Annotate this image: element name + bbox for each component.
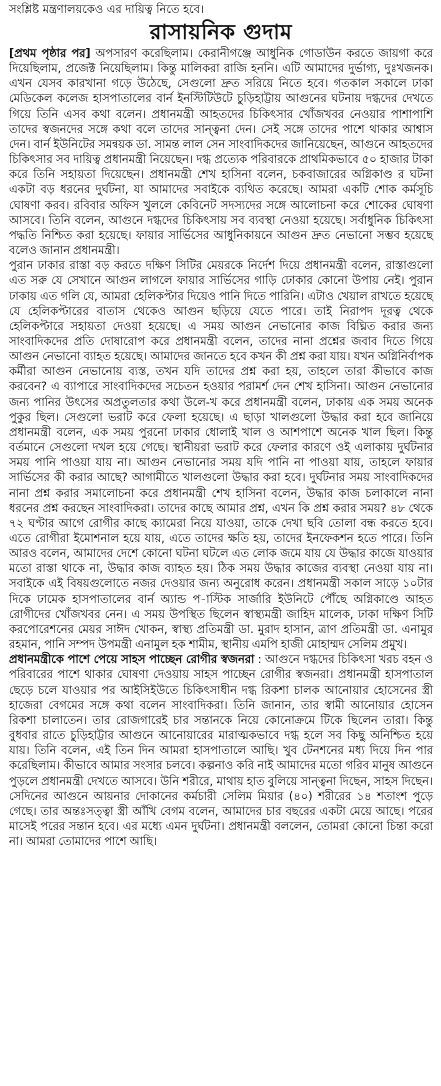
page-continuation-marker: [প্রথম পৃষ্ঠার পর] (9, 46, 91, 60)
article-headline: রাসায়নিক গুদাম (149, 20, 293, 44)
paragraph-3-text: : আগুনে দগ্ধদের চিকিৎসা খরচ বহন ও পরিবারের পাশে থাকার ঘোষণা দেওয়ায় সাহস পাচ্ছেন রোগীর স্বজনরা। প্রধানমন্ত্রী হাসপাতাল ছেড়ে চলে যাওয়ার পর আইসিইউতে চিকিৎসাধীন দগ্ধ রিকশা চালক আনোয়ার হোসেনের স্ত্রী হাজেরা বেগমের সঙ্গে কথা বলেন সাংবাদিকরা। তিনি জানান, তার স্বামী আনোয়ার হোসেন রিকশা চালাতেন। তার রোজগারেই চার সন্তানকে নিয়ে কোনোক্রমে টিকে ছিলেন তারা। কিন্তু বুধবার রাতে চুড়িহাট্টার আগুনে আনোয়ারের মারাত্মকভাবে দগ্ধ হলে সব কিছু অনিশ্চিত হয়ে যায়। তিনি বলেন, এই তিন দিন আমরা হাসপাতালে আছি। খুব টেনশনের মধ্য দিয়ে দিন পার করেছিলাম। কীভাবে আমার সংসার চলবে। কল্পনাও করি নাই আমাদের মতো গরিব মানুষ আগুনে পুড়লে প্রধানমন্ত্রী দেখতে আসবে। উনি শরীরে, মাথায় হাত বুলিয়ে সান্ত্বনা দিছেন, সাহস দিছেন। সেদিনের আগুনে আয়নার দোকানের কর্মচারী সেলিম মিয়ার (৪০) শরীরের ১৪ শতাংশ পুড়ে গেছে। তার অন্তঃসত্ত্বা স্ত্রী আঁখি বেগম বলেন, আমাদের চার বছরের একটা মেয়ে আছে। পরের মাসেই পরের সন্তান হবে। এর মধ্যে এমন দুর্ঘটনা। প্রধানমন্ত্রী বললেন, তোমরা কোনো চিন্তা করো না। আমরা তোমাদের পাশে আছি। (9, 652, 433, 849)
article-paragraph-3 (9, 652, 433, 849)
paragraph-1-text: অপসারণ করেছিলাম। কেরানীগঞ্জে আধুনিক গোডাউন করতে জায়গা করে দিয়েছিলাম, প্রজেক্ট নিয়েছিলাম। কিন্তু মালিকরা রাজি হননি। এটি আমাদের দুর্ভাগ্য, দুঃখজনক। এখন যেসব কারখানা গড়ে উঠেছে, সেগুলো দ্রুত সরিয়ে নিতে হবে। গতকাল সকালে ঢাকা মেডিকেল কলেজ হাসপাতালের বার্ন ইনস্টিটিউটে চুড়িহাট্টায় আগুনের ঘটনায় দগ্ধদের দেখতে গিয়ে তিনি এসব কথা বলেন। প্রধানমন্ত্রী আহতদের চিকিৎসার খোঁজখবর নেওয়ার পাশাপাশি তাদের স্বজনদের সঙ্গে কথা বলে তাদের সান্ত্বনা দেন। সেই সঙ্গে তাদের পাশে থাকার আশ্বাস দেন। বার্ন ইউনিটের সমন্বয়ক ডা. সামন্ত লাল সেন সাংবাদিকদের জানিয়েছেন, আগুনে আহতদের চিকিৎসার সব দায়িত্ব প্রধানমন্ত্রী নিয়েছেন। দগ্ধ প্রত্যেক পরিবারকে প্রাথমিকভাবে ৫০ হাজার টাকা করে তিনি সহায়তা দিয়েছেন। প্রধানমন্ত্রী শেখ হাসিনা বলেন, চকবাজারের অগ্নিকাণ্ড র ঘটনা একটা বড় ধরনের দুর্ঘটনা, যা আমাদের সবাইকে ব্যথিত করেছে। আমরা একটি শোক কর্মসূচি ঘোষণা করব। রবিবার অফিস খুললে কেবিনেট সদস্যদের সঙ্গে আলোচনা করে শোকের ঘোষণা আসবে। তিনি বলেন, আগুনে দগ্ধদের চিকিৎসায় সব ব্যবস্থা নেওয়া হয়েছে। সর্বাধুনিক চিকিৎসা পদ্ধতি নিশ্চিত করা হয়েছে। ফায়ার সার্ভিসের আধুনিকায়নে আগুন দ্রুত নেভানো সম্ভব হয়েছে বলেও জানান প্রধানমন্ত্রী। (9, 46, 433, 258)
continuation-top-line: সংশ্লিষ্ট মন্ত্রণালয়কেও এর দায়িত্ব নিতে হবে। (9, 2, 205, 16)
article-paragraph-2: পুরান ঢাকার রাস্তা বড় করতে দক্ষিণ সিটির মেয়রকে নির্দেশ দিয়ে প্রধানমন্ত্রী বলেন, রাস্তাগুলো এত সরু যে সেখানে আগুন লাগলে ফায়ার সার্ভিসের গাড়ি ঢোকার কোনো উপায় নেই। পুরান ঢাকায় এত গলি যে, আমরা হেলিকপ্টার দিয়েও পানি দিতে পারিনি। এটাও খেয়াল রাখতে হয়েছে যে হেলিকপ্টারের বাতাস থেকেও আগুন ছড়িয়ে যেতে পারে। তাই নিরাপদ দূরত্ব থেকে হেলিকপ্টারে সহায়তা দেওয়া হয়েছে। এ সময় আগুন নেভানোর কাজ বিঘ্নিত করার জন্য সাংবাদিকদের প্রতি দোষারোপ করে প্রধানমন্ত্রী বলেন, তাদের নানা প্রশ্নের জবাব দিতে গিয়ে আগুন নেভানো ব্যাহত হয়েছে। আমাদের জানতে হবে কখন কী প্রশ্ন করা যায়। যখন অগ্নিনির্বাপক কর্মীরা আগুন নেভানোয় ব্যস্ত, তখন যদি তাদের প্রশ্ন করা হয়, তাহলে তারা কীভাবে কাজ করবেন? এ ব্যাপারে সাংবাদিকদের সচেতন হওয়ার পরামর্শ দেন শেখ হাসিনা। আগুন নেভানোর জন্য পানির উৎসের অপ্রতুলতার কথা উলে-খ করে প্রধানমন্ত্রী বলেন, ঢাকায় এক সময় অনেক পুকুর ছিল। সেগুলো ভরাট করে ফেলা হয়েছে। এ ছাড়া খালগুলো উদ্ধার করা হবে জানিয়ে প্রধানমন্ত্রী বলেন, এক সময় পুরনো ঢাকার ধোলাই খাল ও আশপাশে অনেক খাল ছিল। কিন্তু বর্তমানে সেগুলো দখল হয়ে গেছে। স্থানীয়রা ভরাট করে ফেলার কারণে ওই এলাকায় দুর্ঘটনার সময় পানি পাওয়া যায় না। আগুন নেভানোর সময় যদি পানি না পাওয়া যায়, তাহলে ফায়ার সার্ভিসের কী করার আছে? আগামীতে খালগুলো উদ্ধার করা হবে। দুর্ঘটনার সময় সাংবাদিকদের নানা প্রশ্ন করার সমালোচনা করে প্রধানমন্ত্রী শেখ হাসিনা বলেন, উদ্ধার কাজ চলাকালে নানা ধরনের প্রশ্ন করছেন সাংবাদিকরা। তাদের কাছে আমার প্রশ্ন, এখন কি প্রশ্ন করার সময়? ৪৮ থেকে ৭২ ঘণ্টার আগে রোগীর কাছে ক্যামেরা নিয়ে যাওয়া, তাকে দেখা ছবি তোলা বন্ধ করতে হবে। এতে রোগীরা ইমোশনাল হয়ে যায়, এতে তাদের ক্ষতি হয়, তাদের ইনফেকশন হতে পারে। তিনি আরও বলেন, আমাদের দেশে কোনো ঘটনা ঘটলে এত লোক জমে যায় যে উদ্ধার কাজে যাওয়ার মতো রাস্তা থাকে না, উদ্ধার কাজ ব্যাহত হয়। ঠিক সময় উদ্ধার কাজের ব্যবস্থা নেওয়া যায় না। সবাইকে এই বিষয়গুলোতে নজর দেওয়ার জন্য অনুরোধ করেন। প্রধানমন্ত্রী সকাল সাড়ে ১০টার দিকে ঢামেক হাসপাতালের বার্ন অ্যান্ড প-াস্টিক সার্জারি ইউনিটে পৌঁছে অগ্নিকাণ্ডে আহত রোগীদের খোঁজখবর নেন। এ সময় উপস্থিত ছিলেন স্বাস্থ্যমন্ত্রী জাহিদ মালেক, ঢাকা দক্ষিণ সিটি করপোরেশনের মেয়র সাঈদ খোকন, স্বাস্থ্য প্রতিমন্ত্রী ডা. মুরাদ হাসান, ত্রাণ প্রতিমন্ত্রী ডা. এনামুর রহমান, পানি সম্পদ উপমন্ত্রী এনামুল হক শামীম, স্থানীয় এমপি হাজী মোহাম্মদ সেলিম প্রমুখ। (9, 258, 433, 652)
subheading: প্রধানমন্ত্রীকে পাশে পেয়ে সাহস পাচ্ছেন রোগীর স্বজনরা (9, 652, 255, 667)
article-paragraph-1 (9, 46, 433, 258)
